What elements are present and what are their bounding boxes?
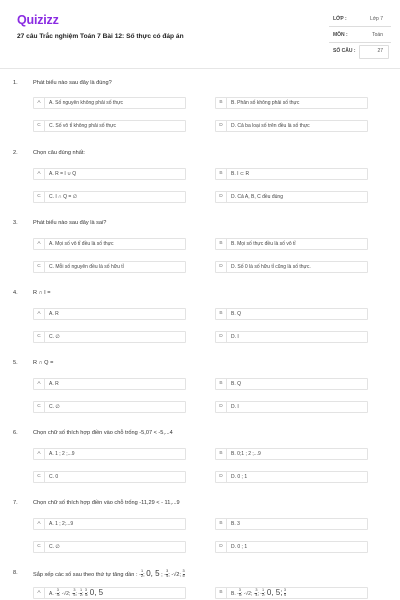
question-number: 4. xyxy=(13,290,18,296)
option-key: D xyxy=(216,192,227,202)
fraction xyxy=(284,589,286,598)
option-c[interactable] xyxy=(33,471,186,483)
option-prefix: A. xyxy=(49,591,54,597)
option-key: A xyxy=(34,239,45,249)
option-text xyxy=(231,588,286,599)
option-text: C. 0 xyxy=(49,474,59,480)
count-box xyxy=(359,45,389,59)
question-number: 6. xyxy=(13,430,18,436)
minus-sign: - xyxy=(171,572,174,578)
numerator: 3 xyxy=(73,588,76,593)
question-text: Chọn chữ số thích hợp điền vào chỗ trống -11,29 < - 11,...9 xyxy=(33,500,180,506)
option-key: C xyxy=(34,262,45,272)
minus-sign: - xyxy=(55,591,57,597)
separator: ; xyxy=(68,591,71,597)
option-key: D xyxy=(216,402,227,412)
option-text: C. ∅ xyxy=(49,404,60,410)
option-key: D xyxy=(216,542,227,552)
option-c[interactable] xyxy=(33,261,186,273)
option-a[interactable] xyxy=(33,518,186,530)
denominator: 5 xyxy=(238,593,241,598)
option-key: A xyxy=(34,519,45,529)
minus-sign: - xyxy=(253,591,256,597)
option-c[interactable] xyxy=(33,191,186,203)
option-text xyxy=(49,588,103,599)
option-key: C xyxy=(34,402,45,412)
separator: ; xyxy=(75,591,77,597)
option-text: B. 3 xyxy=(231,521,240,527)
denominator: 2 xyxy=(140,574,144,579)
separator: ; xyxy=(143,572,145,578)
option-d[interactable] xyxy=(215,191,368,203)
option-b[interactable] xyxy=(215,378,368,390)
option-d[interactable] xyxy=(215,541,368,553)
question-text: R ∩ I = xyxy=(33,290,51,296)
option-text: C. ∅ xyxy=(49,334,60,340)
option-key: B xyxy=(216,169,227,179)
numerator: 1 xyxy=(140,569,144,574)
separator: ; xyxy=(179,572,181,578)
info-row-subject xyxy=(329,29,391,43)
option-b[interactable] xyxy=(215,238,368,250)
option-text: D. Cả ba loại số trên đều là số thực xyxy=(231,123,310,129)
option-a[interactable] xyxy=(33,308,186,320)
numerator: 3 xyxy=(84,588,87,593)
option-text: A. Mọi số vô tỉ đều là số thực xyxy=(49,241,114,247)
option-text: A. 1 ; 2;...9 xyxy=(49,521,74,527)
option-key: A xyxy=(34,169,45,179)
option-key: A xyxy=(34,588,45,598)
separator: ; xyxy=(82,591,84,597)
separator: ; xyxy=(257,591,259,597)
numerator: 3 xyxy=(166,569,169,574)
minus-sign: - xyxy=(243,591,246,597)
option-d[interactable] xyxy=(215,331,368,343)
separator: ; xyxy=(240,591,243,597)
option-a[interactable] xyxy=(33,587,186,599)
option-key: C xyxy=(34,121,45,131)
question-number: 2. xyxy=(13,150,18,156)
numerator: 3 xyxy=(255,588,258,593)
denominator: 4 xyxy=(84,593,87,598)
option-text: A. R xyxy=(49,381,59,387)
option-text: C. ∅ xyxy=(49,544,60,550)
separator: ; xyxy=(250,591,253,597)
option-a[interactable] xyxy=(33,238,186,250)
value: 0, 5 xyxy=(146,569,160,578)
option-key: D xyxy=(216,262,227,272)
fraction xyxy=(183,570,185,579)
info-value: 27 xyxy=(377,48,383,54)
option-prefix: B. xyxy=(231,591,236,597)
denominator: 4 xyxy=(283,593,286,598)
option-a[interactable] xyxy=(33,97,186,109)
option-text: B. Phân số không phải số thực xyxy=(231,100,300,106)
minus-sign: - xyxy=(260,591,262,597)
option-key: B xyxy=(216,98,227,108)
option-b[interactable] xyxy=(215,448,368,460)
minus-sign: - xyxy=(237,591,239,597)
option-c[interactable] xyxy=(33,120,186,132)
info-row-class xyxy=(329,13,391,27)
option-text: B. Mọi số thực đều là số vô tỉ xyxy=(231,241,296,247)
question-prompt: Sắp xếp các số sau theo thứ tự tăng dần : xyxy=(33,572,138,578)
separator: ; xyxy=(264,591,266,597)
option-key: B xyxy=(216,379,227,389)
info-row-count xyxy=(329,45,391,59)
question-text xyxy=(33,569,185,579)
minus-sign: - xyxy=(164,572,167,578)
option-text: B. Q xyxy=(231,381,242,387)
option-key: C xyxy=(34,542,45,552)
option-c[interactable] xyxy=(33,401,186,413)
option-b[interactable] xyxy=(215,518,368,530)
option-text: D. Cả A, B, C đều đúng xyxy=(231,194,283,200)
question-text: Phát biểu nào sau đây là đúng? xyxy=(33,80,112,86)
page-header xyxy=(0,0,400,68)
option-d[interactable] xyxy=(215,261,368,273)
option-key: A xyxy=(34,98,45,108)
option-key: B xyxy=(216,239,227,249)
option-text: C. I ∩ Q = ∅ xyxy=(49,194,78,200)
option-text: A. Số nguyên không phải số thực xyxy=(49,100,123,106)
option-a[interactable] xyxy=(33,378,186,390)
info-label: LỚP : xyxy=(333,16,347,22)
question-text: R ∩ Q = xyxy=(33,360,54,366)
option-b[interactable] xyxy=(215,97,368,109)
option-b[interactable] xyxy=(215,168,368,180)
numerator: 3 xyxy=(56,588,59,593)
separator: ; xyxy=(168,572,170,578)
info-label: MÔN : xyxy=(333,32,348,38)
root-value: √2 xyxy=(63,591,69,597)
denominator: 5 xyxy=(182,574,185,579)
value: 0, 5; xyxy=(266,588,283,597)
option-text: D. Số 0 là số hữu tỉ cũng là số thực. xyxy=(231,264,311,270)
option-key: C xyxy=(34,472,45,482)
option-text: D. 0 ; 1 xyxy=(231,544,248,550)
denominator: 2 xyxy=(79,593,83,598)
minus-sign: - xyxy=(139,572,141,578)
option-key: B xyxy=(216,588,227,598)
option-d[interactable] xyxy=(215,120,368,132)
denominator: 2 xyxy=(261,593,265,598)
option-text: B. Q xyxy=(231,311,242,317)
option-key: D xyxy=(216,121,227,131)
option-key: B xyxy=(216,309,227,319)
info-value: Lớp 7 xyxy=(369,16,383,22)
header-divider xyxy=(0,68,400,69)
option-text: A. 1 ; 2 ;...9 xyxy=(49,451,75,457)
option-b[interactable] xyxy=(215,587,368,599)
option-b[interactable] xyxy=(215,308,368,320)
option-key: A xyxy=(34,449,45,459)
option-text: A. R xyxy=(49,311,59,317)
option-text: D. I xyxy=(231,404,239,410)
denominator: 4 xyxy=(166,574,169,579)
option-text: B. I ⊂ R xyxy=(231,171,250,177)
minus-sign: - xyxy=(71,591,74,597)
option-key: B xyxy=(216,519,227,529)
option-key: C xyxy=(34,192,45,202)
option-key: D xyxy=(216,332,227,342)
option-text: D. 0 ; 1 xyxy=(231,474,248,480)
separator: ; xyxy=(86,591,89,597)
question-number: 1. xyxy=(13,80,18,86)
denominator: 4 xyxy=(56,593,59,598)
numerator: 3 xyxy=(283,588,286,593)
question-number: 8. xyxy=(13,570,18,576)
option-text: B. 0;1 ; 2 ;...9 xyxy=(231,451,261,457)
numerator: 3 xyxy=(182,569,185,574)
root-value: √2 xyxy=(173,572,180,578)
question-number: 5. xyxy=(13,360,18,366)
option-text: C. Số vô tỉ không phải số thực xyxy=(49,123,116,129)
quizizz-logo: Quizizz xyxy=(17,13,59,27)
question-number: 3. xyxy=(13,220,18,226)
minus-sign: - xyxy=(61,591,64,597)
question-number: 7. xyxy=(13,500,18,506)
numerator: 3 xyxy=(238,588,241,593)
info-value: Toán xyxy=(372,32,383,38)
option-key: D xyxy=(216,472,227,482)
option-text: A. R = I ∪ Q xyxy=(49,171,77,177)
root-value: √2 xyxy=(245,591,251,597)
question-text: Phát biểu nào sau đây là sai? xyxy=(33,220,107,226)
option-text: D. I xyxy=(231,334,239,340)
option-key: B xyxy=(216,449,227,459)
denominator: 4 xyxy=(255,593,258,598)
value: 0, 5 xyxy=(89,588,104,597)
option-text: C. Mỗi số nguyên đều là số hữu tỉ xyxy=(49,264,124,270)
denominator: 5 xyxy=(73,593,76,598)
option-a[interactable] xyxy=(33,168,186,180)
option-key: C xyxy=(34,332,45,342)
info-label: SỐ CÂU : xyxy=(333,48,356,54)
question-text: Chọn câu đúng nhất: xyxy=(33,150,85,156)
option-c[interactable] xyxy=(33,541,186,553)
document-title: 27 câu Trắc nghiệm Toán 7 Bài 12: Số thực có đáp án xyxy=(17,33,184,40)
option-d[interactable] xyxy=(215,471,368,483)
option-c[interactable] xyxy=(33,331,186,343)
numerator: 1 xyxy=(261,588,265,593)
separator: ; xyxy=(58,591,61,597)
numerator: 1 xyxy=(79,588,83,593)
minus-sign: - xyxy=(78,591,80,597)
option-key: A xyxy=(34,309,45,319)
option-key: A xyxy=(34,379,45,389)
option-d[interactable] xyxy=(215,401,368,413)
option-a[interactable] xyxy=(33,448,186,460)
question-text: Chọn chữ số thích hợp điền vào chỗ trống -5,07 < -5,...4 xyxy=(33,430,173,436)
separator: ; xyxy=(161,572,163,578)
